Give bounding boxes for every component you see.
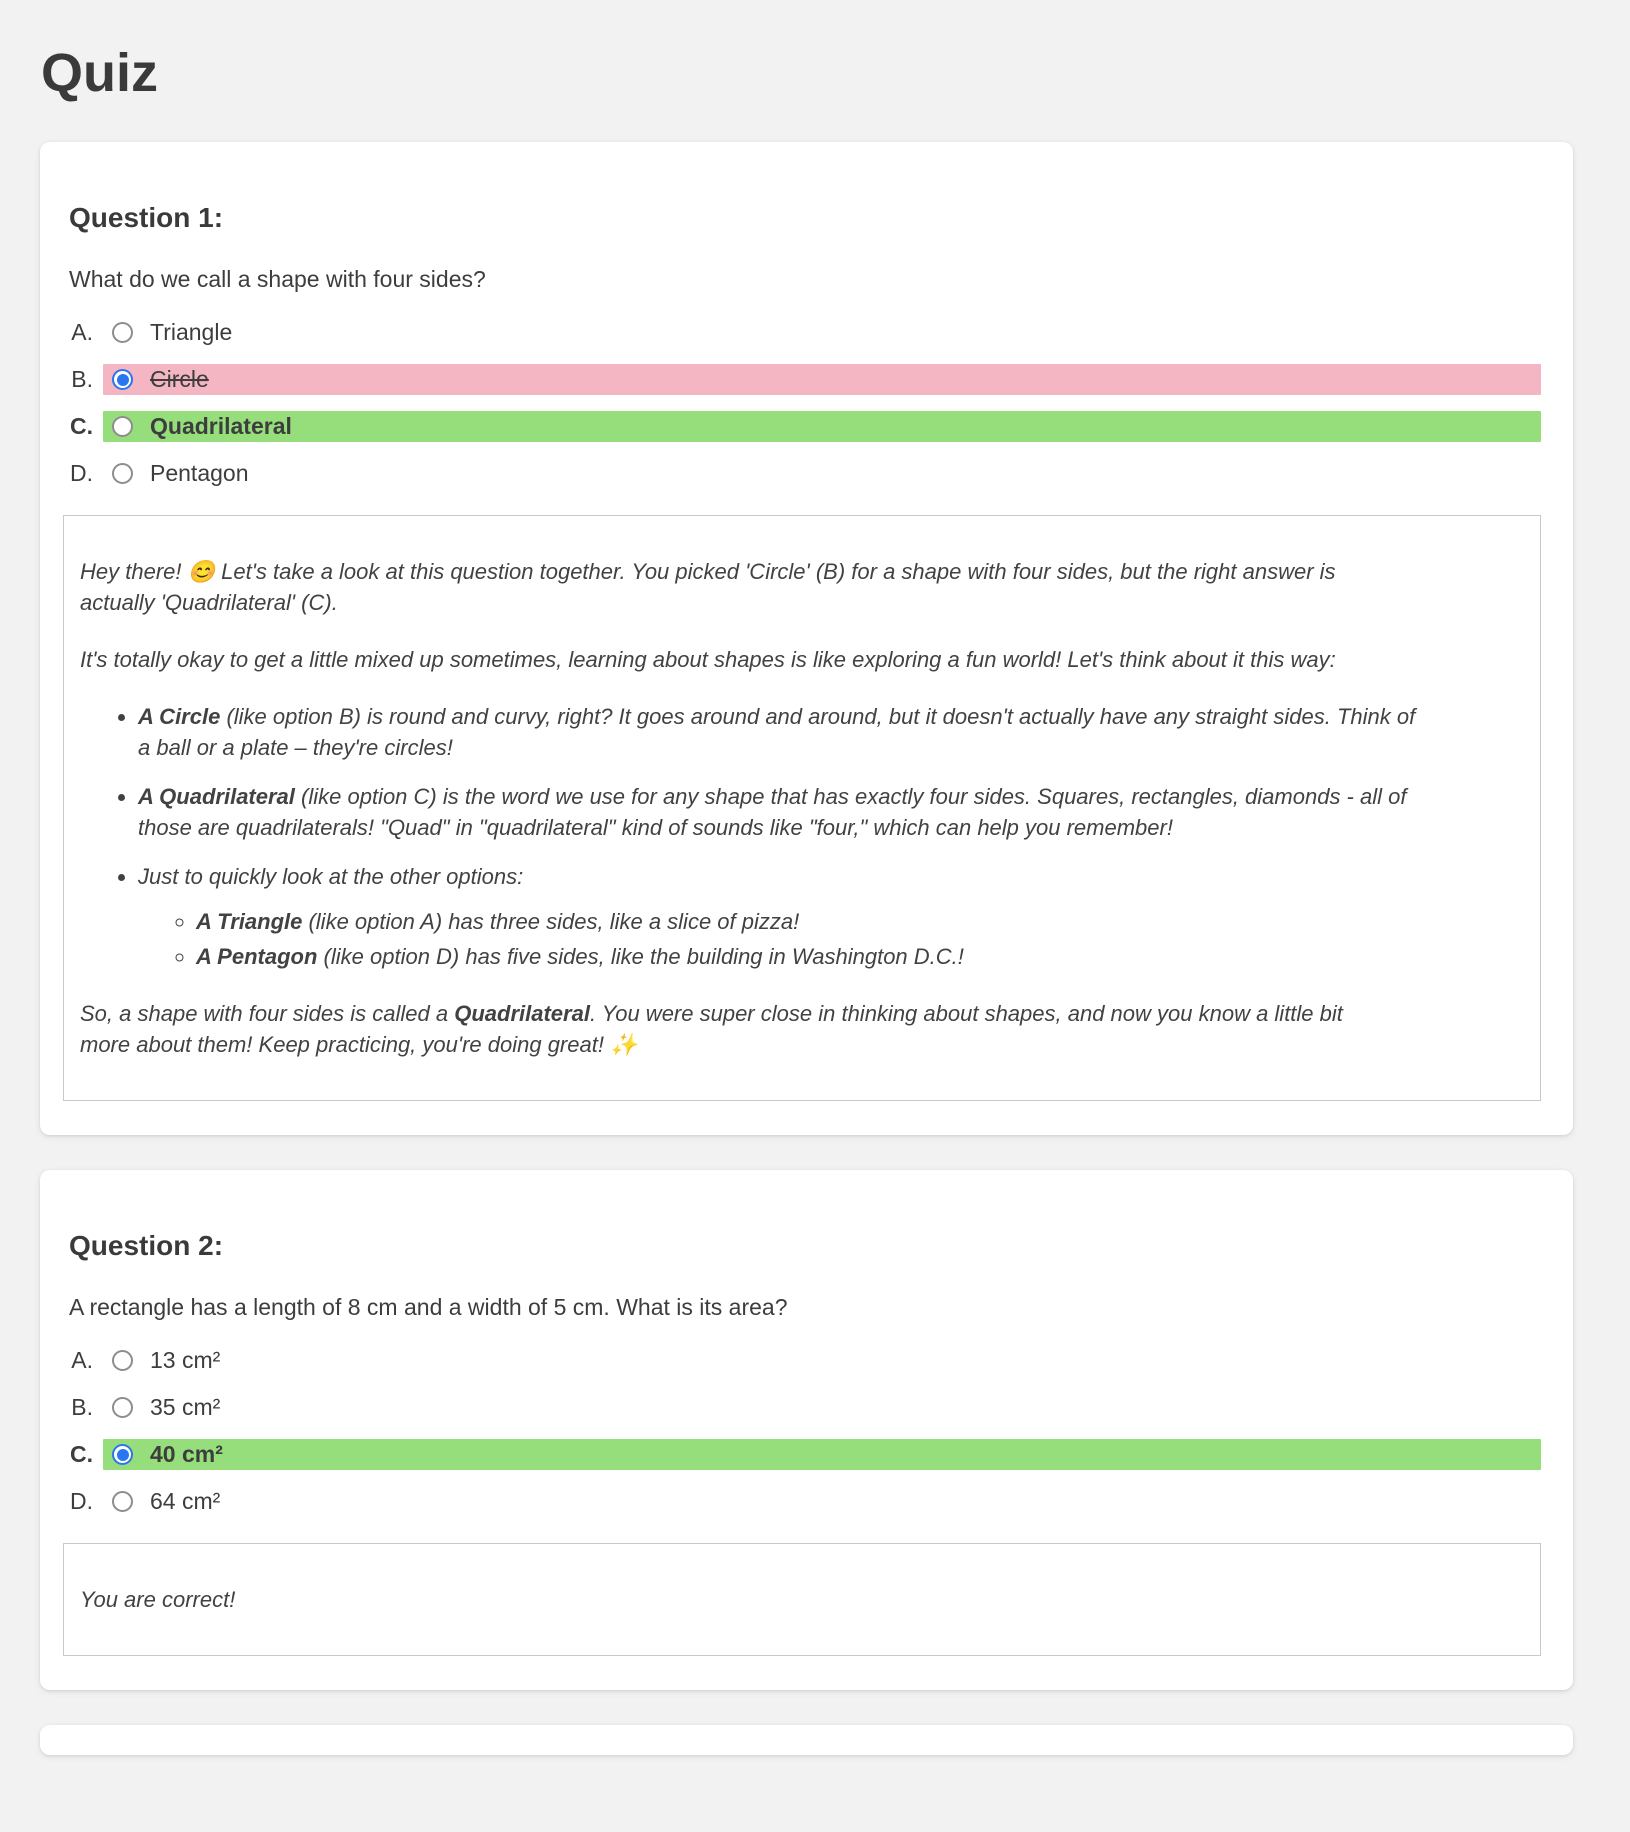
option-body [103, 364, 1541, 395]
feedback-bold-text: A Quadrilateral [138, 784, 295, 810]
option-label[interactable]: Quadrilateral [150, 413, 292, 440]
feedback-paragraph [80, 556, 1360, 618]
feedback-bullet [138, 861, 1418, 972]
option-label[interactable]: 40 cm² [150, 1441, 223, 1468]
question-prompt: A rectangle has a length of 8 cm and a width of 5 cm. What is its area? [69, 1294, 788, 1321]
feedback-bold-text: Quadrilateral [454, 1001, 590, 1027]
option-body [103, 411, 1541, 442]
option-marker: D. [70, 1488, 93, 1515]
feedback-bullet [138, 781, 1418, 843]
feedback-text: Hey there! 😊 Let's take a look at this question together. You picked 'Circle' (B) for a shape with four sides, but the right answer is actually 'Quadrilateral' (C). [80, 559, 1336, 616]
radio-button[interactable] [112, 1350, 133, 1371]
option-label[interactable]: 64 cm² [150, 1488, 221, 1515]
feedback-paragraph [80, 1584, 1360, 1615]
option-marker: B. [71, 366, 93, 393]
option-body [103, 1392, 1541, 1423]
option-label[interactable]: Triangle [150, 319, 233, 346]
option-marker: C. [70, 413, 93, 440]
option-label[interactable]: Pentagon [150, 460, 249, 487]
options-list [69, 317, 1541, 489]
feedback-text: (like option B) is round and curvy, right? It goes around and around, but it doesn't actually have any straight sides. Think of a ball or a plate – they're circles! [138, 704, 1416, 761]
option-row[interactable] [69, 1486, 1541, 1517]
question-card-partial [40, 1725, 1573, 1755]
feedback-text: (like option D) has five sides, like the building in Washington D.C.! [317, 944, 964, 970]
feedback-bold-text: A Pentagon [196, 944, 318, 970]
feedback-bullet [138, 701, 1418, 763]
question-heading: Question 2: [69, 1230, 224, 1262]
radio-button[interactable] [112, 463, 133, 484]
option-marker: B. [71, 1394, 93, 1421]
feedback-bold-text: A Triangle [196, 909, 303, 935]
feedback-text: You are correct! [80, 1587, 236, 1613]
feedback-list [80, 701, 1418, 972]
question-card [40, 142, 1573, 1135]
option-row[interactable] [69, 364, 1541, 395]
feedback-text: (like option A) has three sides, like a slice of pizza! [302, 909, 800, 935]
feedback-text: It's totally okay to get a little mixed up sometimes, learning about shapes is like exploring a fun world! Let's think about it this way: [80, 647, 1336, 673]
option-body [103, 1439, 1541, 1470]
radio-button[interactable] [112, 369, 133, 390]
feedback-paragraph [80, 998, 1360, 1060]
feedback-text: (like option C) is the word we use for any shape that has exactly four sides. Squares, rectangles, diamonds - all of those are quadrilaterals! "Quad" in "quadrilateral" kind of sounds like "four," which can help you remember! [138, 784, 1407, 841]
option-label[interactable]: 35 cm² [150, 1394, 221, 1421]
option-body [103, 1486, 1541, 1517]
option-row[interactable] [69, 411, 1541, 442]
radio-button[interactable] [112, 1397, 133, 1418]
option-row[interactable] [69, 1345, 1541, 1376]
option-row[interactable] [69, 317, 1541, 348]
option-marker: C. [70, 1441, 93, 1468]
question-card [40, 1170, 1573, 1690]
option-body [103, 1345, 1541, 1376]
page-title: Quiz [41, 43, 158, 103]
options-list [69, 1345, 1541, 1517]
option-label[interactable]: 13 cm² [150, 1347, 221, 1374]
option-marker: A. [71, 1347, 93, 1374]
feedback-bold-text: A Circle [138, 704, 221, 730]
option-row[interactable] [69, 1439, 1541, 1470]
option-marker: A. [71, 319, 93, 346]
question-heading: Question 1: [69, 202, 224, 234]
feedback-box [63, 1543, 1541, 1656]
feedback-text: . You were super close in thinking about shapes, and now you know a little bit more about them! Keep practicing, you're doing great! ✨ [80, 1001, 1343, 1058]
option-marker: D. [70, 460, 93, 487]
option-body [103, 458, 1541, 489]
option-row[interactable] [69, 458, 1541, 489]
option-row[interactable] [69, 1392, 1541, 1423]
feedback-text: Just to quickly look at the other options: [138, 864, 524, 890]
radio-button[interactable] [112, 322, 133, 343]
feedback-text: So, a shape with four sides is called a [80, 1001, 455, 1027]
feedback-sub-bullet [196, 941, 1418, 972]
option-body [103, 317, 1541, 348]
feedback-sublist [138, 906, 1418, 972]
radio-button[interactable] [112, 1444, 133, 1465]
radio-button[interactable] [112, 416, 133, 437]
feedback-sub-bullet [196, 906, 1418, 937]
feedback-paragraph [80, 644, 1360, 675]
radio-button[interactable] [112, 1491, 133, 1512]
question-cards [40, 142, 1573, 1755]
question-prompt: What do we call a shape with four sides? [69, 266, 486, 293]
option-label[interactable]: Circle [150, 366, 209, 393]
feedback-box [63, 515, 1541, 1101]
